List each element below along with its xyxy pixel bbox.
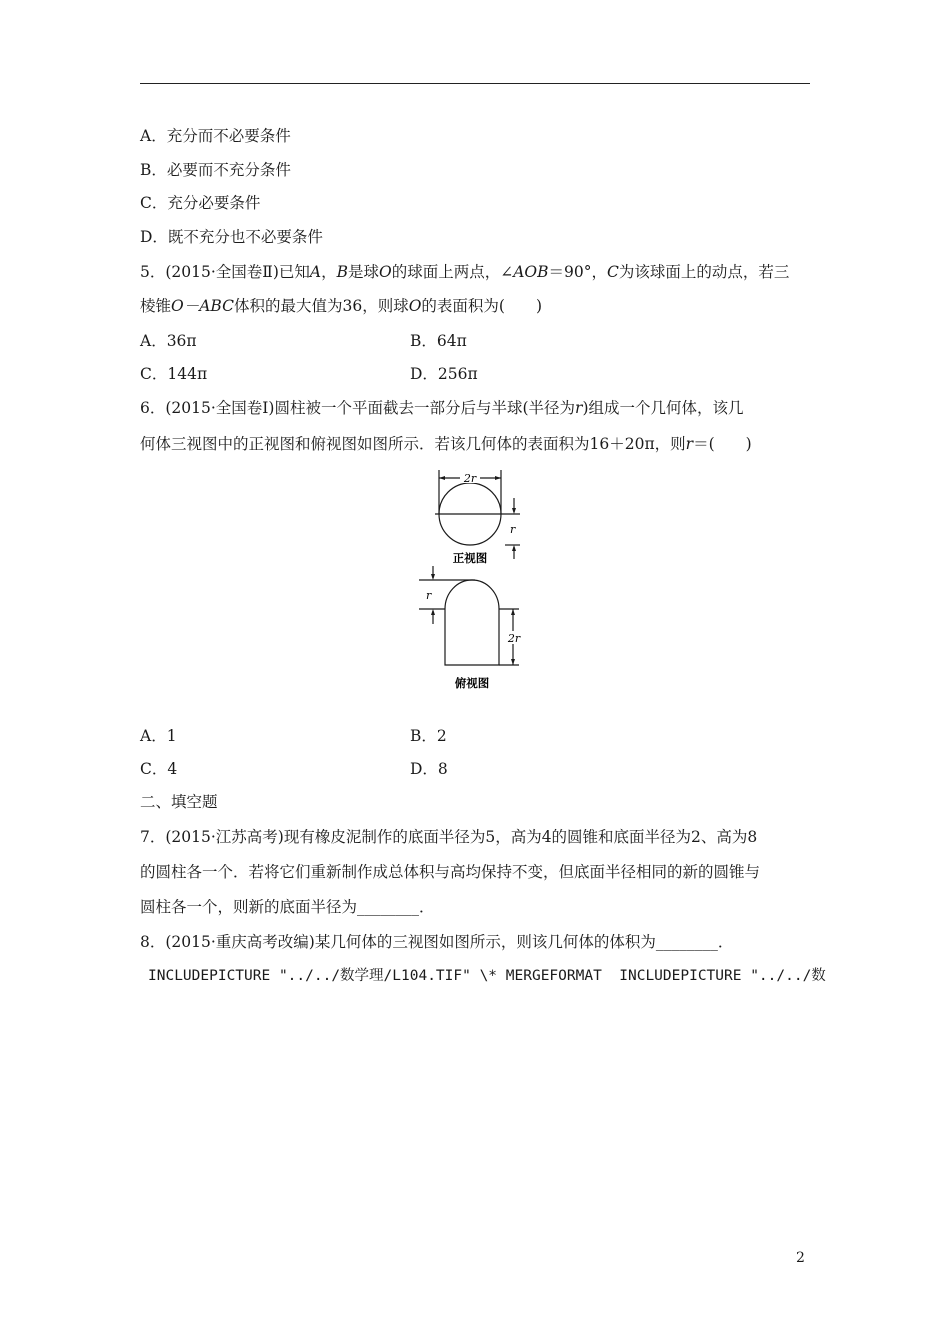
q4-option-b: B．必要而不充分条件 <box>140 161 291 179</box>
q5-option-b: B．64π <box>410 332 467 350</box>
q5-stem-line1: 5．(2015·全国卷Ⅱ)已知A，B是球O的球面上两点，∠AOB＝90°，C为该球面上的动点，若三 <box>140 263 790 281</box>
q6-option-c: C．4 <box>140 760 178 778</box>
q5-option-a: A．36π <box>140 332 197 350</box>
section-heading: 二、填空题 <box>140 793 218 811</box>
arrowhead <box>495 476 501 480</box>
q6-stem-line1: 6．(2015·全国卷Ⅰ)圆柱被一个平面截去一部分后与半球(半径为r)组成一个几何体，该几 <box>140 399 744 417</box>
top-label-r: r <box>426 589 432 602</box>
front-label-r: r <box>510 523 516 536</box>
q7-stem-line3: 圆柱各一个，则新的底面半径为________． <box>140 898 435 916</box>
header-rule <box>140 83 810 84</box>
arrowhead <box>439 476 445 480</box>
arrowhead <box>512 545 516 551</box>
q5-stem-line2: 棱锥O－ABC体积的最大值为36，则球O的表面积为( ) <box>140 297 543 315</box>
q7-stem-line2: 的圆柱各一个．若将它们重新制作成总体积与高均保持不变，但底面半径相同的新的圆锥与 <box>140 863 761 881</box>
q4-option-a: A．充分而不必要条件 <box>140 127 291 145</box>
arrowhead <box>512 508 516 514</box>
arrowhead <box>511 609 515 615</box>
q4-option-d: D．既不充分也不必要条件 <box>140 228 323 246</box>
top-label-2r: 2r <box>507 632 521 645</box>
arrowhead <box>431 609 435 615</box>
q7-stem-line1: 7．(2015·江苏高考)现有橡皮泥制作的底面半径为5，高为4的圆锥和底面半径为2、高为8 <box>140 828 758 846</box>
includepicture-field-code: INCLUDEPICTURE "../../数学理/L104.TIF" \* MERGEFORMAT INCLUDEPICTURE "../../数 <box>148 968 826 984</box>
front-view-caption: 正视图 <box>452 551 488 565</box>
three-view-figure <box>405 466 540 696</box>
q6-stem-line2: 何体三视图中的正视图和俯视图如图所示．若该几何体的表面积为16＋20π，则r＝( ) <box>140 435 752 453</box>
top-view-outline <box>445 580 499 665</box>
arrowhead <box>511 659 515 665</box>
q8-stem-line1: 8．(2015·重庆高考改编)某几何体的三视图如图所示，则该几何体的体积为________． <box>140 933 734 951</box>
q4-option-c: C．充分必要条件 <box>140 194 261 212</box>
page-number: 2 <box>796 1250 805 1266</box>
front-label-2r: 2r <box>463 472 477 485</box>
q6-option-a: A．1 <box>140 727 177 745</box>
q5-option-c: C．144π <box>140 365 208 383</box>
top-view-caption: 俯视图 <box>454 676 490 690</box>
arrowhead <box>431 574 435 580</box>
q6-option-b: B．2 <box>410 727 447 745</box>
q5-option-d: D．256π <box>410 365 478 383</box>
q6-option-d: D．8 <box>410 760 448 778</box>
